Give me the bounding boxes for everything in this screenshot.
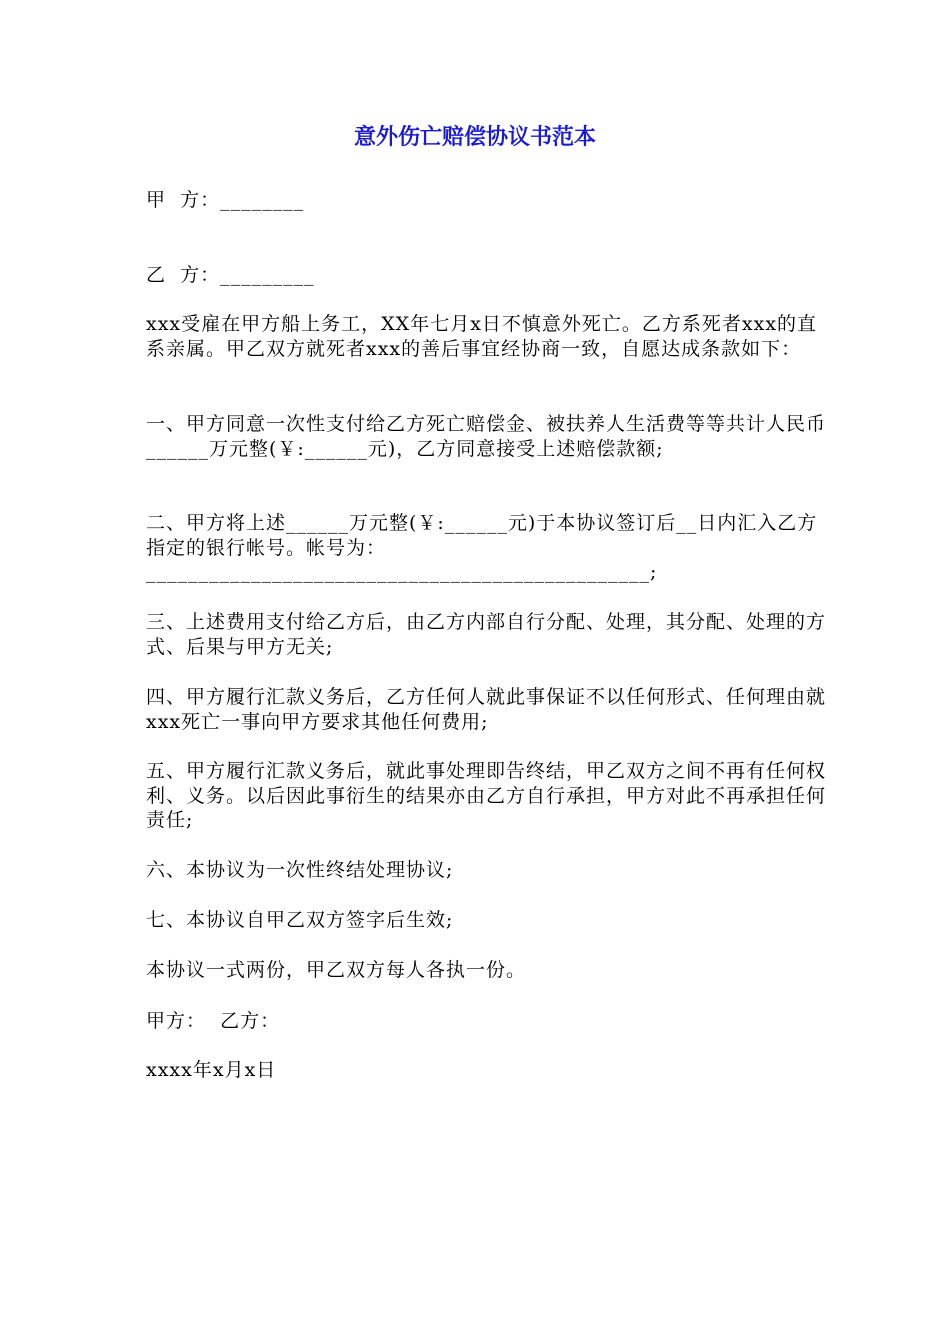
signature-line: 甲方： 乙方： [146,1010,281,1032]
document-title: 意外伤亡赔偿协议书范本 [353,125,596,150]
clause-5: 五、甲方履行汇款义务后，就此事处理即告终结，甲乙双方之间不再有任何权利、义务。以后因此事衍生的结果亦由乙方自行承担，甲方对此不再承担任何责任; [146,760,827,831]
copies-statement: 本协议一式两份，甲乙双方每人各执一份。 [146,959,527,981]
clause-1: 一、甲方同意一次性支付给乙方死亡赔偿金、被扶养人生活费等等共计人民币______万元整(￥:______元)，乙方同意接受上述赔偿款额; [146,413,827,460]
clause-6: 六、本协议为一次性终结处理协议; [146,859,454,881]
date-line: xxxx年x月x日 [146,1059,277,1081]
party-b-line: 乙 方：_________ [146,264,315,286]
clause-4: 四、甲方履行汇款义务后，乙方任何人就此事保证不以任何形式、任何理由就xxx死亡一事向甲方要求其他任何费用; [146,686,827,733]
intro-paragraph: xxx受雇在甲方船上务工，XX年七月x日不慎意外死亡。乙方系死者xxx的直系亲属。甲乙双方就死者xxx的善后事宜经协商一致，自愿达成条款如下： [146,313,818,360]
clause-2: 二、甲方将上述______万元整(￥:______元)于本协议签订后__日内汇入乙方指定的银行帐号。帐号为：________________________________________________; [146,512,818,583]
clause-3: 三、上述费用支付给乙方后，由乙方内部自行分配、处理，其分配、处理的方式、后果与甲方无关; [146,611,827,658]
clause-7: 七、本协议自甲乙双方签字后生效; [146,909,454,931]
party-a-line: 甲 方：________ [146,189,305,211]
